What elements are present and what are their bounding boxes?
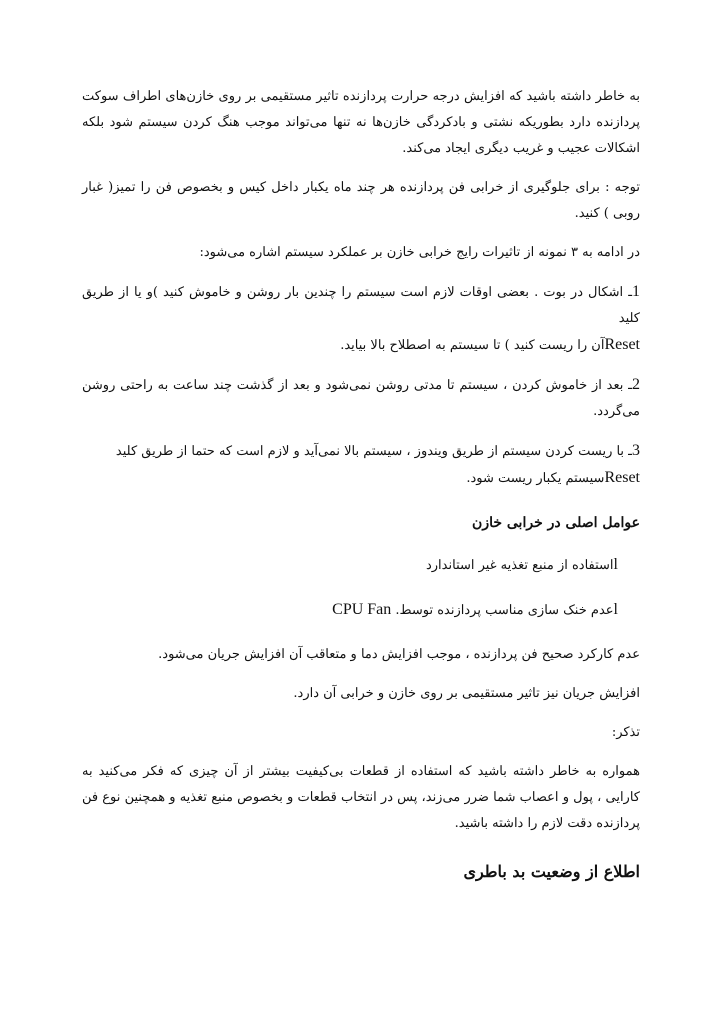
list-item-power-on-delay [82, 372, 640, 425]
cause-item-cooling [82, 597, 640, 624]
list-item-number: 1 [632, 283, 640, 300]
paragraph-fan-malfunction: عدم کارکرد صحیح فن پردازنده ، موجب افزایش دما و متعاقب آن افزایش جریان می‌شود. [158, 647, 640, 662]
bullet-marker: l [613, 556, 618, 573]
paragraph-capacitor-heat: به خاطر داشته باشید که افزایش درجه حرارت پردازنده تاثیر مستقیمی بر روی خازن‌های اطراف سوکت پردازنده دارد بطوریکه نشتی و بادکردگی خازن‌ها نه تنها می‌تواند موجب هنگ کردن سیستم شود بلکه اشکالات عجیب و غریب دیگری ایجاد می‌کند. [82, 89, 640, 156]
cause-item-text: استفاده از منبع تغذیه غیر استاندارد [425, 558, 614, 573]
list-item-latin-term: Reset [604, 336, 640, 353]
list-item-number: 2 [632, 376, 640, 393]
list-item-boot-problem [82, 279, 640, 359]
list-item-text: سیستم یکبار ریست شود. [466, 471, 605, 486]
section-heading-causes: عوامل اصلی در خرابی خازن [472, 515, 640, 531]
document-page [82, 84, 640, 901]
paragraph-current-increase: افزایش جریان نیز تاثیر مستقیمی بر روی خازن و خرابی آن دارد. [293, 686, 640, 701]
list-item-text: ـ بعد از خاموش کردن ، سیستم تا مدتی روشن نمی‌شود و بعد از گذشت چند ساعت به راحتی روشن می‌گردد. [82, 378, 640, 419]
cause-item-text: عدم خنک سازی مناسب پردازنده توسط. [391, 603, 614, 618]
list-item-text: آن را ریست کنید ) تا سیستم به اصطلاح بالا بیاید. [340, 338, 605, 353]
bullet-marker: l [613, 601, 618, 618]
list-item-latin-term: Reset [604, 469, 640, 486]
list-item-number: 3 [632, 442, 640, 459]
cause-item-latin-term: CPU Fan [332, 601, 392, 618]
list-item-text: ـ با ریست کردن سیستم از طریق ویندوز ، سیستم بالا نمی‌آید و لازم است که حتما از طریق کلید [115, 444, 632, 459]
paragraph-examples-intro: در ادامه به ۳ نمونه از تاثیرات رایج خرابی خازن بر عملکرد سیستم اشاره می‌شود: [199, 245, 640, 260]
paragraph-fan-cleaning-note: توجه : برای جلوگیری از خرابی فن پردازنده هر چند ماه یکبار داخل کیس و بخصوص فن را تمیز( غبار روبی ) کنید. [82, 180, 640, 221]
cause-item-power-supply [82, 552, 640, 579]
section-heading-bad-battery: اطلاع از وضعیت بد باطری [463, 862, 640, 881]
list-item-reset-required [82, 438, 640, 492]
list-item-text: ـ اشکال در بوت . بعضی اوقات لازم است سیستم را چندین بار روشن و خاموش کنید )و یا از طریق کلید [82, 285, 640, 326]
paragraph-quality-advice: همواره به خاطر داشته باشید که استفاده از قطعات بی‌کیفیت بیشتر از آن چیزی که فکر می‌کنید به کارایی ، پول و اعصاب شما ضرر می‌زند، پس در انتخاب قطعات و بخصوص منبع تغذیه و همچنین نوع فن پردازنده دقت لازم را داشته باشید. [82, 764, 640, 831]
paragraph-reminder-label: تذکر: [611, 725, 640, 740]
